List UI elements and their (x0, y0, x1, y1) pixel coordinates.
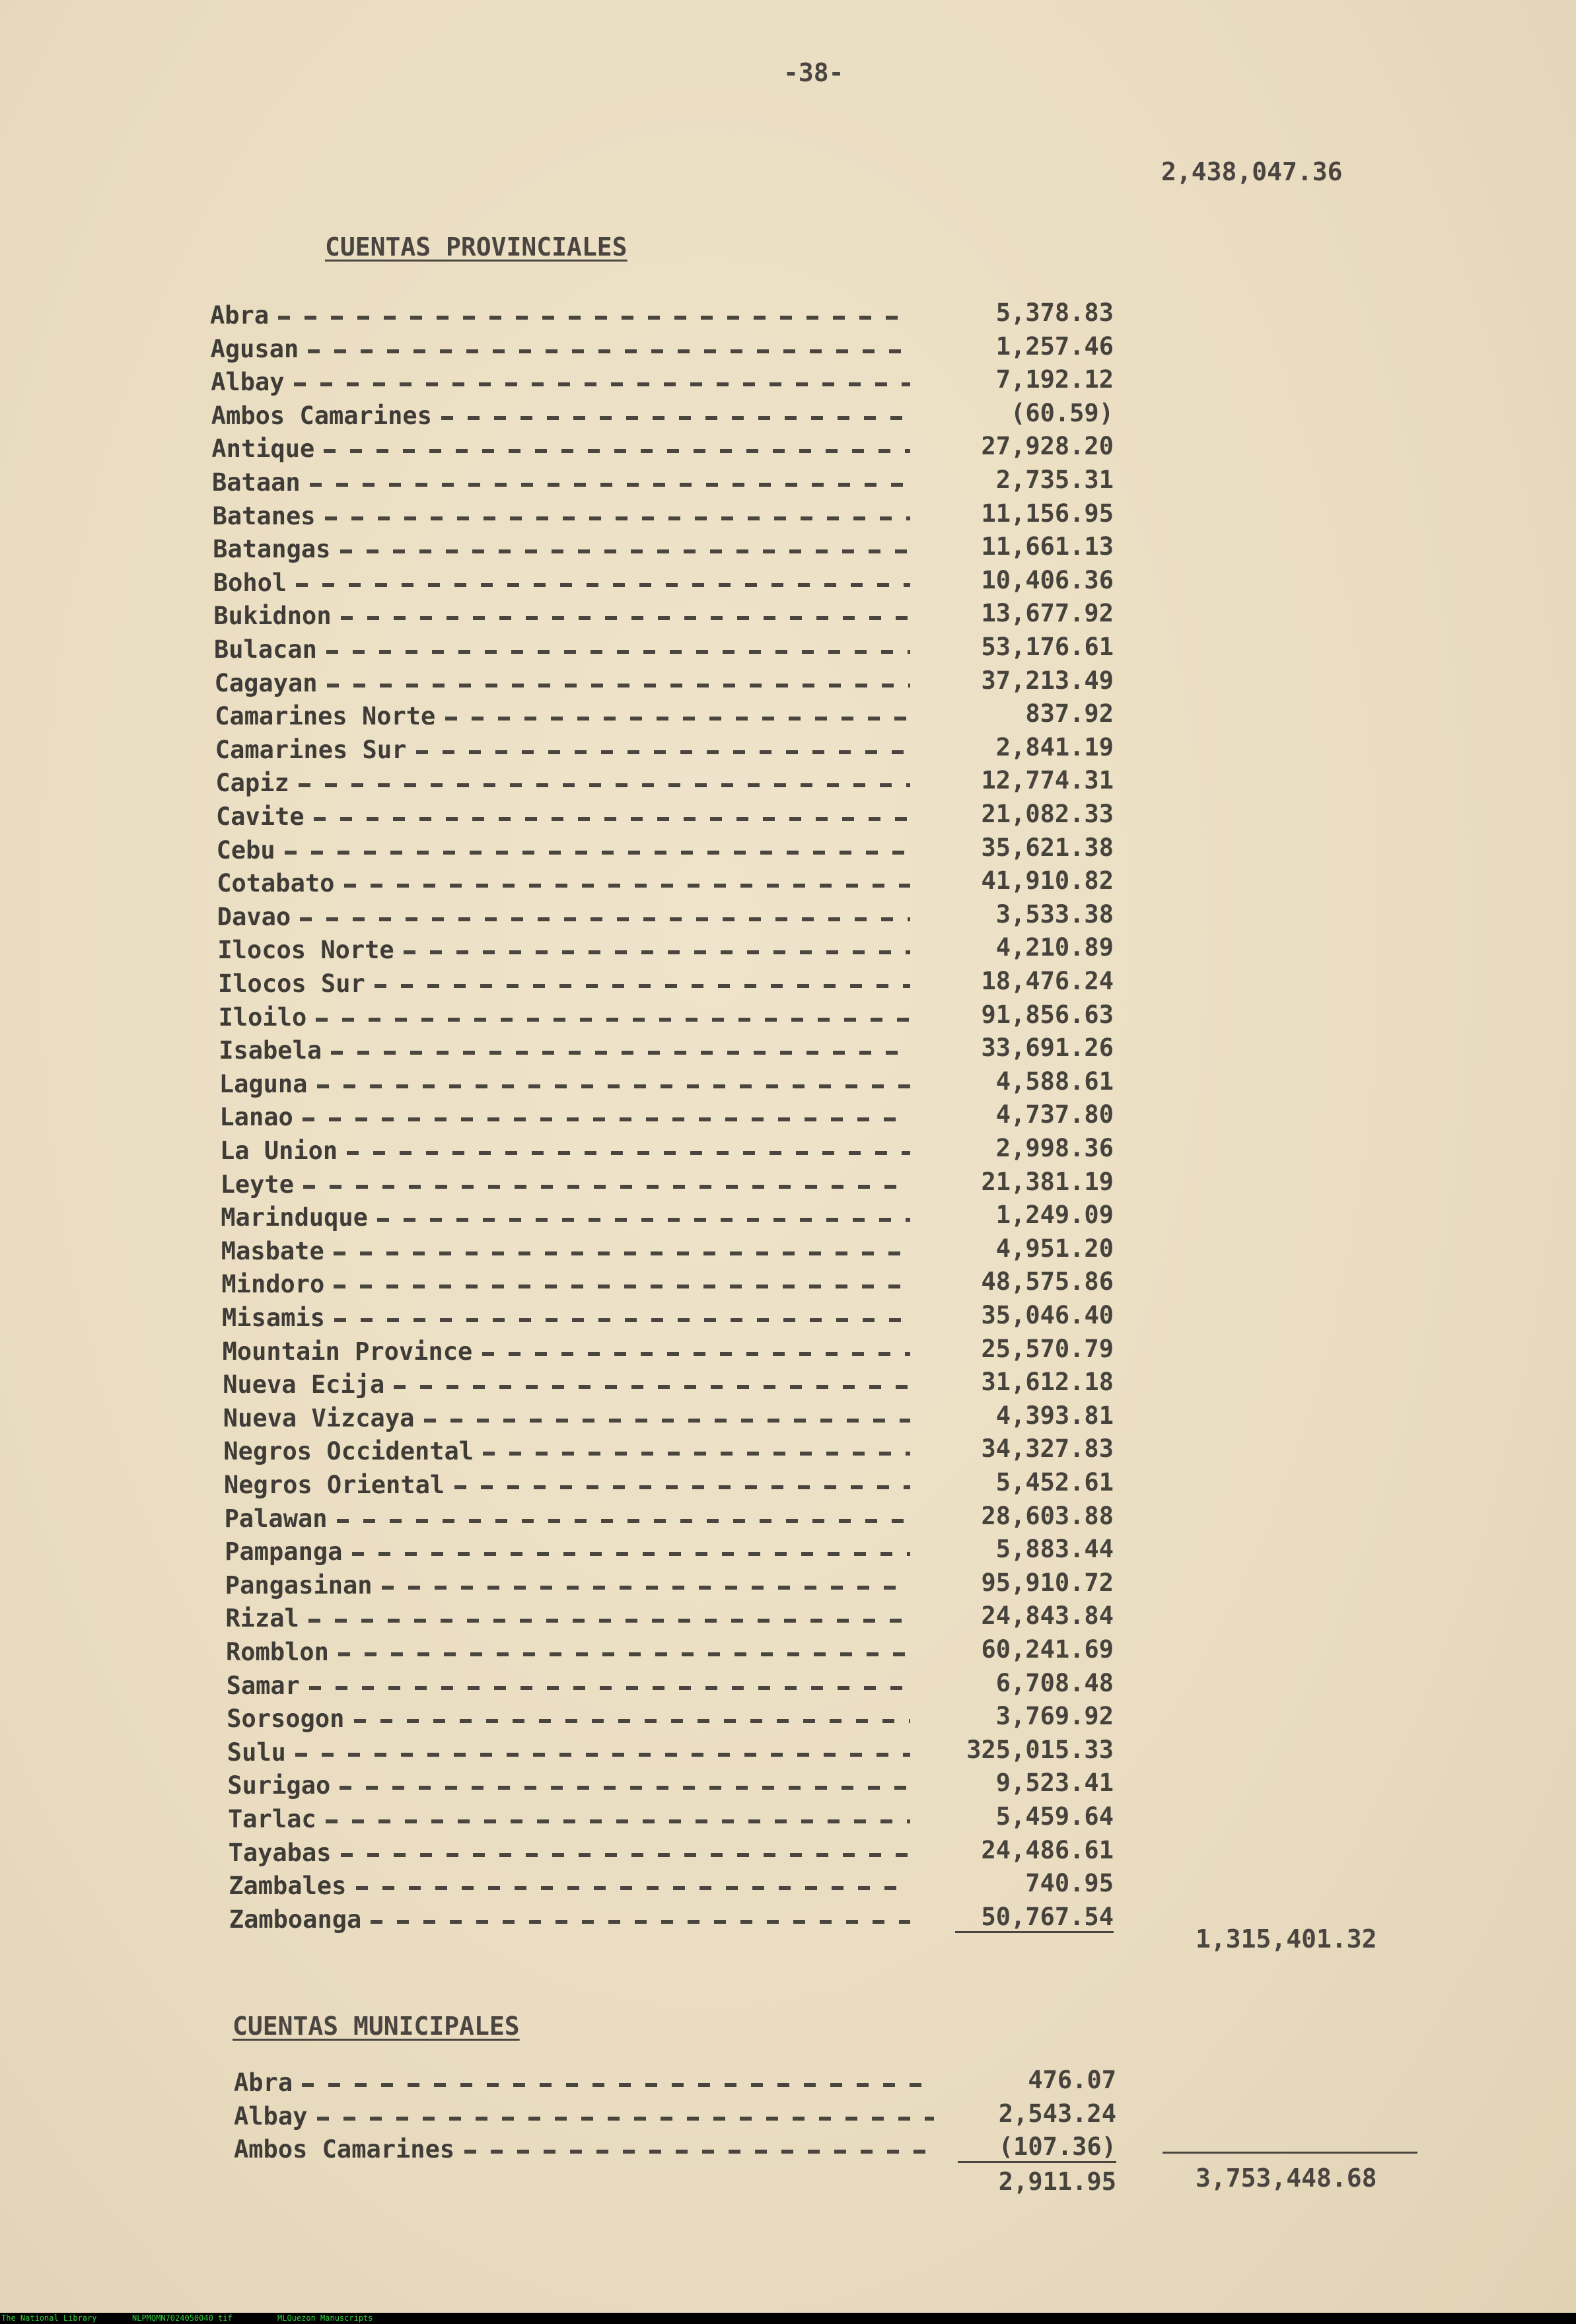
province-row (217, 933, 1114, 966)
province-row (213, 599, 1114, 632)
province-name: Lanao (219, 1103, 293, 1132)
province-row (219, 1001, 1114, 1034)
province-amount: 4,210.89 (995, 933, 1114, 962)
province-dot-leader (394, 1385, 910, 1389)
municipality-name: Abra (234, 2068, 293, 2097)
province-row (229, 1903, 1114, 1936)
province-name: Ambos Camarines (211, 401, 432, 430)
province-dot-leader (334, 1285, 910, 1288)
province-amount: 31,612.18 (981, 1368, 1114, 1397)
province-dot-leader (340, 1786, 910, 1790)
province-name: Cavite (216, 802, 304, 831)
province-dot-leader (354, 1719, 910, 1723)
province-name: Mountain Province (222, 1337, 473, 1366)
footer-library: The National Library (1, 2313, 97, 2323)
municipality-row (234, 2132, 1116, 2166)
province-row (213, 566, 1114, 599)
province-name: Masbate (221, 1236, 324, 1265)
province-dot-leader (404, 950, 910, 954)
province-name: Albay (211, 368, 285, 397)
province-row (216, 800, 1114, 833)
provincial-accounts-heading: CUENTAS PROVINCIALES (325, 232, 627, 262)
province-row (227, 1702, 1114, 1735)
province-amount: 28,603.88 (981, 1501, 1114, 1530)
province-amount: 18,476.24 (981, 967, 1114, 995)
province-row (227, 1769, 1114, 1802)
province-amount: 4,951.20 (995, 1234, 1114, 1263)
province-dot-leader (326, 650, 910, 654)
province-dot-leader (337, 1519, 910, 1523)
province-row (211, 332, 1114, 365)
province-dot-leader (331, 1051, 910, 1055)
province-amount: 2,735.31 (995, 466, 1114, 494)
province-row (229, 1869, 1114, 1902)
province-name: Misamis (222, 1304, 325, 1332)
province-name: Zamboanga (229, 1905, 362, 1934)
province-name: Ilocos Sur (218, 969, 365, 998)
province-amount: 13,677.92 (981, 599, 1114, 628)
province-row (221, 1168, 1114, 1201)
province-row (215, 666, 1114, 699)
province-name: Zambales (229, 1872, 347, 1901)
province-amount: 5,883.44 (995, 1535, 1114, 1564)
province-amount: 35,046.40 (981, 1301, 1114, 1329)
province-dot-leader (445, 717, 910, 721)
province-name: Cagayan (214, 668, 318, 697)
province-amount: 7,192.12 (995, 365, 1114, 394)
province-row (211, 432, 1114, 465)
province-row (217, 866, 1114, 899)
province-amount: 21,082.33 (981, 800, 1114, 828)
province-amount: 325,015.33 (966, 1735, 1114, 1764)
province-amount: 24,486.61 (981, 1835, 1114, 1864)
province-dot-leader (310, 483, 910, 487)
municipality-row (234, 2066, 1116, 2099)
province-row (223, 1434, 1114, 1467)
province-amount: 34,327.83 (981, 1434, 1114, 1463)
province-amount: 53,176.61 (981, 633, 1114, 661)
province-row (215, 733, 1114, 766)
province-name: Palawan (224, 1504, 328, 1533)
province-name: Bukidnon (213, 602, 332, 631)
province-amount: 5,378.83 (995, 299, 1114, 327)
province-name: Camarines Norte (215, 702, 436, 731)
province-dot-leader (341, 1853, 910, 1857)
province-name: Ilocos Norte (217, 936, 394, 965)
province-name: Bohol (213, 568, 287, 597)
province-amount: 4,588.61 (995, 1067, 1114, 1096)
municipality-amount: (107.36) (958, 2132, 1116, 2163)
province-amount: 1,249.09 (995, 1201, 1114, 1230)
province-row (227, 1669, 1114, 1702)
footer-file: NLPMQMN7024050040 tif (132, 2313, 233, 2323)
province-amount: 95,910.72 (981, 1568, 1114, 1597)
province-name: Sulu (227, 1738, 286, 1767)
province-dot-leader (371, 1920, 910, 1924)
province-amount: 48,575.86 (981, 1267, 1114, 1296)
province-amount: 4,393.81 (995, 1401, 1114, 1430)
province-dot-leader (482, 1352, 910, 1356)
province-row (228, 1802, 1114, 1835)
province-amount: 37,213.49 (981, 666, 1114, 695)
province-dot-leader (334, 1251, 910, 1255)
province-row (222, 1301, 1114, 1334)
province-name: Agusan (210, 334, 299, 363)
province-name: Bataan (212, 468, 301, 497)
province-row (219, 1034, 1114, 1067)
municipality-dot-leader (317, 2117, 935, 2121)
province-dot-leader (309, 1686, 910, 1690)
province-name: Antique (211, 435, 315, 464)
province-name: Laguna (219, 1069, 308, 1098)
municipal-subtotal: 2,911.95 (998, 2167, 1116, 2196)
province-row (225, 1602, 1114, 1635)
province-row (215, 766, 1114, 799)
province-name: La Union (220, 1137, 338, 1165)
municipality-name: Albay (234, 2101, 308, 2130)
province-dot-leader (303, 1185, 910, 1189)
province-amount: 91,856.63 (981, 1000, 1114, 1029)
province-row (220, 1134, 1114, 1167)
province-dot-leader (377, 1218, 910, 1222)
province-row (215, 699, 1114, 732)
province-amount: 3,533.38 (995, 899, 1114, 929)
province-row (229, 1836, 1114, 1869)
province-row (211, 365, 1114, 398)
province-dot-leader (375, 984, 910, 988)
province-amount: 25,570.79 (981, 1334, 1114, 1363)
page-number: -38- (783, 58, 844, 87)
province-dot-leader (334, 1318, 910, 1322)
province-dot-leader (338, 1652, 910, 1656)
province-name: Tayabas (228, 1838, 332, 1867)
province-name: Rizal (225, 1604, 299, 1633)
province-dot-leader (308, 349, 910, 353)
province-dot-leader (295, 1753, 910, 1757)
province-amount: 11,156.95 (981, 499, 1114, 528)
province-dot-leader (317, 1084, 910, 1088)
province-dot-leader (483, 1452, 910, 1456)
province-row (223, 1335, 1114, 1368)
province-row (225, 1535, 1114, 1568)
province-dot-leader (300, 917, 910, 921)
province-amount: 9,523.41 (995, 1769, 1114, 1798)
province-name: Batanes (212, 501, 316, 530)
province-name: Camarines Sur (215, 735, 407, 764)
province-name: Isabela (219, 1036, 322, 1065)
province-amount: 11,661.13 (981, 532, 1114, 561)
province-amount: 5,459.64 (995, 1802, 1114, 1831)
province-amount: 5,452.61 (995, 1468, 1114, 1497)
province-name: Cotabato (217, 869, 335, 898)
province-name: Capiz (215, 769, 289, 798)
province-name: Davao (217, 902, 291, 931)
province-dot-leader (352, 1552, 910, 1556)
province-dot-leader (324, 449, 910, 453)
province-dot-leader (327, 684, 910, 687)
province-dot-leader (314, 817, 910, 821)
municipality-row (234, 2099, 1116, 2132)
province-dot-leader (285, 851, 910, 855)
province-dot-leader (303, 1117, 910, 1121)
province-row (225, 1568, 1114, 1602)
province-amount: 27,928.20 (981, 432, 1114, 461)
province-name: Romblon (226, 1638, 329, 1666)
province-name: Samar (226, 1671, 300, 1700)
province-dot-leader (316, 1018, 910, 1022)
province-row (217, 900, 1114, 933)
province-dot-leader (299, 783, 910, 787)
province-amount: 12,774.31 (981, 766, 1114, 795)
municipality-amount: 476.07 (1028, 2066, 1116, 2094)
province-row (211, 399, 1114, 432)
province-amount: 6,708.48 (995, 1668, 1114, 1697)
province-amount: 21,381.19 (981, 1167, 1114, 1196)
province-name: Abra (210, 301, 269, 330)
province-name: Negros Occidental (223, 1437, 474, 1466)
province-dot-leader (341, 616, 910, 620)
province-dot-leader (344, 884, 910, 888)
province-row (219, 1100, 1114, 1133)
province-amount: 1,257.46 (995, 332, 1114, 361)
province-dot-leader (296, 583, 910, 587)
footer-collection: MLQuezon Manuscripts (277, 2313, 373, 2323)
province-amount: 41,910.82 (981, 866, 1114, 896)
province-dot-leader (325, 516, 910, 520)
province-row (226, 1635, 1114, 1668)
province-name: Bulacan (214, 635, 317, 664)
province-amount: 2,841.19 (995, 732, 1114, 761)
province-row (213, 532, 1114, 565)
province-name: Sorsogon (227, 1705, 345, 1734)
municipality-dot-leader (464, 2150, 935, 2154)
province-name: Pampanga (225, 1537, 343, 1567)
province-dot-leader (454, 1485, 911, 1489)
province-name: Leyte (220, 1170, 294, 1199)
province-amount: 33,691.26 (981, 1034, 1114, 1063)
province-amount: 24,843.84 (981, 1602, 1114, 1631)
carried-forward-total: 2,438,047.36 (1161, 157, 1343, 186)
province-name: Tarlac (228, 1805, 316, 1833)
province-dot-leader (308, 1619, 910, 1623)
province-name: Iloilo (218, 1003, 307, 1032)
province-amount: 837.92 (1025, 699, 1114, 728)
municipality-dot-leader (302, 2083, 934, 2087)
province-row (221, 1267, 1114, 1300)
province-dot-leader (382, 1586, 910, 1590)
province-amount: 50,767.54 (955, 1903, 1114, 1933)
province-row (227, 1736, 1114, 1769)
province-amount: 60,241.69 (981, 1635, 1114, 1664)
province-dot-leader (326, 1819, 910, 1823)
province-name: Nueva Ecija (223, 1370, 385, 1399)
province-amount: 4,737.80 (995, 1100, 1114, 1129)
municipality-name: Ambos Camarines (234, 2135, 455, 2164)
province-dot-leader (278, 316, 910, 320)
province-row (225, 1502, 1114, 1535)
province-name: Batangas (213, 535, 331, 564)
province-row (223, 1368, 1114, 1401)
province-row (221, 1201, 1114, 1234)
grand-total-rule (1163, 2152, 1417, 2154)
province-name: Pangasinan (225, 1570, 373, 1600)
province-name: Negros Oriental (224, 1471, 445, 1499)
province-name: Marinduque (221, 1203, 368, 1232)
province-dot-leader (340, 549, 910, 553)
municipal-accounts-heading: CUENTAS MUNICIPALES (233, 2012, 520, 2041)
province-amount: 2,998.36 (995, 1134, 1114, 1162)
province-amount: 740.95 (1025, 1869, 1114, 1898)
province-row (219, 1067, 1114, 1100)
province-dot-leader (347, 1151, 910, 1155)
province-dot-leader (356, 1886, 910, 1890)
province-row (217, 833, 1114, 866)
province-dot-leader (441, 416, 910, 420)
province-row (218, 967, 1114, 1000)
province-amount: 10,406.36 (981, 565, 1114, 594)
grand-total: 3,753,448.68 (1196, 2164, 1377, 2193)
province-row (223, 1401, 1114, 1434)
province-row (221, 1234, 1114, 1267)
province-amount: (60.59) (1011, 398, 1114, 427)
province-dot-leader (424, 1419, 910, 1423)
province-dot-leader (416, 750, 910, 754)
province-name: Nueva Vizcaya (223, 1403, 415, 1432)
province-row (213, 499, 1114, 532)
province-name: Cebu (216, 835, 275, 864)
province-row (212, 466, 1114, 499)
province-amount: 3,769.92 (995, 1702, 1114, 1731)
province-name: Surigao (227, 1771, 331, 1800)
province-row (214, 633, 1114, 666)
province-row (210, 299, 1114, 332)
province-row (224, 1468, 1114, 1501)
province-amount: 35,621.38 (981, 833, 1114, 862)
provincial-total: 1,315,401.32 (1196, 1924, 1377, 1954)
province-name: Mindoro (221, 1270, 325, 1299)
municipality-amount: 2,543.24 (998, 2099, 1116, 2128)
province-dot-leader (294, 382, 910, 386)
archive-footer-bar (0, 2313, 1576, 2324)
